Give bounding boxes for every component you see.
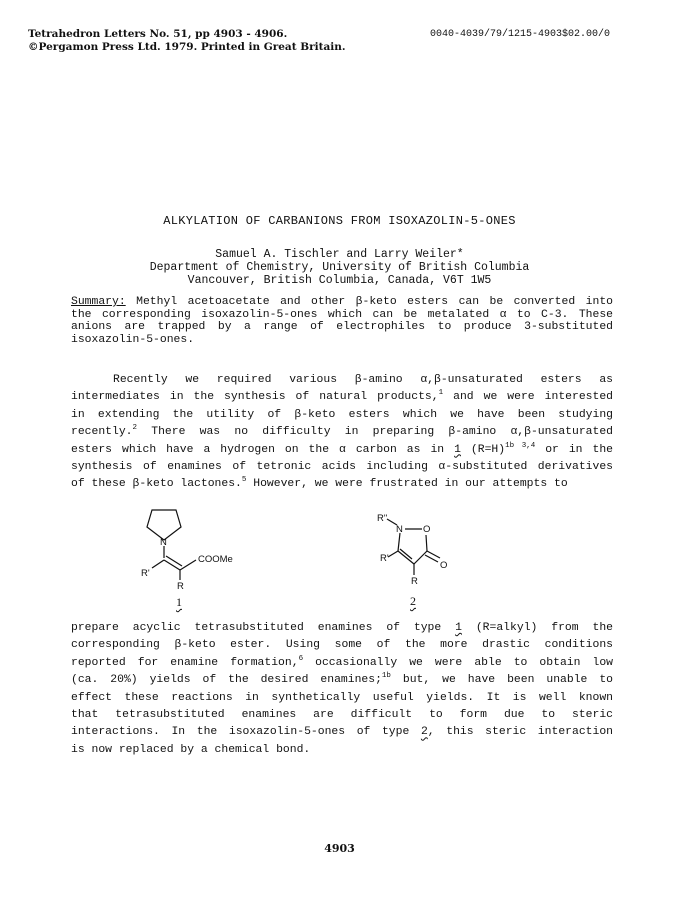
group-R-double-prime: R" — [377, 513, 388, 524]
paragraph-continued: prepare acyclic tetrasubstituted enamines of type 1 (R=alkyl) from the corresponding β-keto ester. Using some of the more drastic conditions reported for enamine formation,$^6$ occasionally we were able to obtain low (ca. 20%) yields of the desired enamines;$^{1b}$ but, we have been unable to effect these reactions in synthetically useful yields. It is well known that tetrasubstituted enamines are difficult to form due to steric interactions. In the isoxazolin-5-ones of type 2, this steric interaction is now replaced by a chemical bond. — [71, 622, 614, 756]
affiliation-line-2: Vancouver, British Columbia, Canada, V6T 1W5 — [187, 274, 492, 287]
group-R-prime: R' — [141, 568, 150, 579]
summary: Summary: Methyl acetoacetate and other β-keto esters can be converted into the corresponding isoxazolin-5-ones which can be metalated α to C-3. These anions are trapped by a range of electrophiles to produce 3-substituted isoxazolin-5-ones. — [71, 296, 613, 346]
atom-N-ring: N — [396, 524, 403, 535]
copyright-line: ©Pergamon Press Ltd. 1979. Printed in Great Britain. — [28, 41, 346, 53]
authors: Samuel A. Tischler and Larry Weiler* — [215, 248, 464, 261]
article-title: ALKYLATION OF CARBANIONS FROM ISOXAZOLIN-5-ONES — [163, 214, 516, 228]
group-COOMe: COOMe — [198, 554, 233, 565]
summary-label: Summary: — [71, 296, 126, 308]
group-R-prime-2: R' — [380, 553, 389, 564]
journal-citation: Tetrahedron Letters No. 51, pp 4903 - 4906. — [28, 28, 288, 40]
affiliation-line-1: Department of Chemistry, University of British Columbia — [149, 261, 530, 274]
group-R: R — [177, 581, 184, 592]
compound-ref-1b: 1 — [455, 622, 462, 634]
article-code: 0040-4039/79/1215-4903$02.00/0 — [430, 29, 611, 40]
group-R-2: R — [411, 576, 418, 587]
page-number: 4903 — [324, 842, 355, 855]
compound-ref-2: 2 — [420, 726, 428, 739]
structure-label-2: 2 — [410, 594, 416, 608]
structure-label-1: 1 — [176, 595, 182, 609]
compound-ref-1: 1 — [454, 443, 461, 456]
atom-O-ring: O — [423, 524, 431, 535]
paragraph-intro: Recently we required various β-amino α,β-unsaturated esters as intermediates in the synthesis of natural products,$^1$ and we were interested in extending the utility of β-keto esters which we have been studying recently.$^2$ There was no difficulty in preparing β-amino α,β-unsaturated esters which have a hydrogen on the α carbon as in 1 (R=H)$^{1b 3,4}$ or in the synthesis of enamines of tetronic acids including α-substituted derivatives of these β-keto lactones.$^5$ However, we were frustrated in our attempts to — [71, 374, 613, 491]
atom-O-keto: O — [440, 560, 448, 571]
atom-N: N — [160, 537, 167, 548]
